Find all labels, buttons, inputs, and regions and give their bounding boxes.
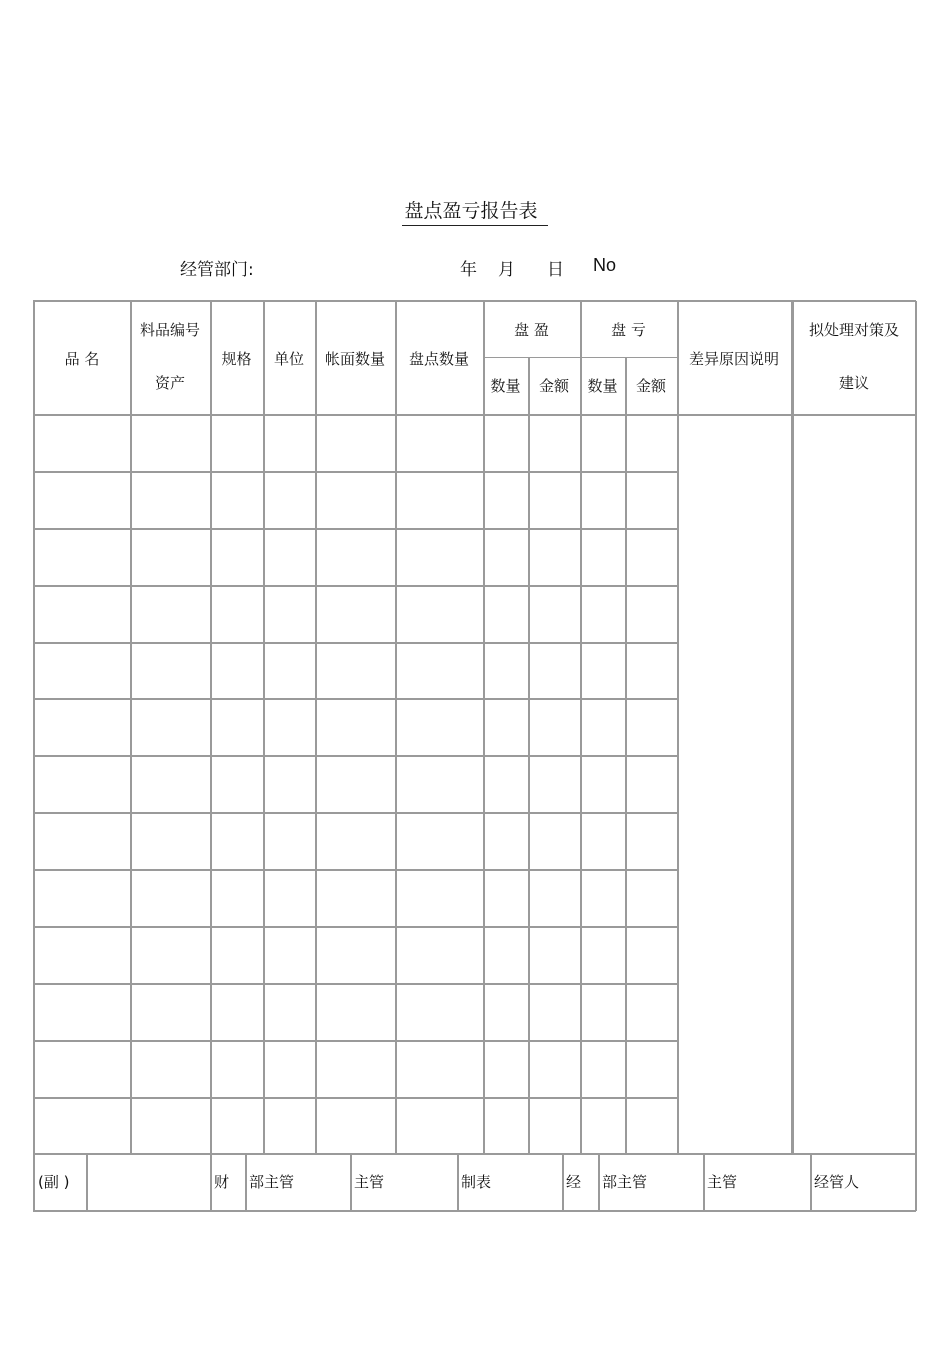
page-title: 盘点盈亏报告表 [0,196,950,226]
header-loss: 盘 亏 [611,321,646,339]
footer-column-line [210,1153,212,1210]
header-divider [33,414,915,416]
header-gain: 盘 盈 [514,321,549,339]
table-column-line [395,301,397,1153]
no-label: No [593,255,617,275]
footer-handler: 经管人 [814,1173,860,1191]
header-gain-qty: 数量 [490,376,521,395]
dept-label: 经管部门: [180,260,254,280]
footer-divider [33,1153,915,1155]
table-border-bottom [33,1210,916,1212]
header-item-code [130,303,210,414]
table-border-right [915,301,917,1211]
reason-column-line [791,301,794,1153]
header-loss-amount: 金额 [635,376,666,395]
table-column-line [263,301,265,1153]
header-spec: 规格 [221,349,252,368]
footer-head-1: 主管 [354,1173,385,1191]
header-item-code-line2: 资产 [154,374,185,392]
footer-finance: 财 [214,1173,230,1191]
header-measures-line1: 拟处理对策及 [808,321,899,339]
footer-column-line [457,1153,459,1210]
header-unit: 单位 [273,349,304,368]
table-column-line [528,357,530,1153]
footer-head-2: 主管 [707,1173,738,1191]
header-measures-line2: 建议 [838,374,869,392]
header-book-qty: 帐面数量 [324,349,385,368]
table-column-line [210,301,212,1153]
table-column-line [130,301,132,1153]
table-column-line [483,301,485,1153]
footer-column-line [810,1153,812,1210]
footer-column-line [245,1153,247,1210]
footer-preparer: 制表 [461,1173,492,1191]
footer-dept-head-1: 部主管 [249,1173,295,1191]
footer-column-line [86,1153,88,1210]
footer-column-line [350,1153,352,1210]
header-loss-qty: 数量 [587,376,618,395]
table-column-line [580,301,582,1153]
footer-column-line [562,1153,564,1210]
header-reason: 差异原因说明 [688,349,779,368]
footer-manager: 经 [566,1173,582,1191]
footer-dept-head-2: 部主管 [602,1173,648,1191]
day-label: 日 [547,260,564,280]
header-item-code-line1: 料品编号 [139,321,200,339]
year-label: 年 [460,260,477,280]
table-column-line [625,357,627,1153]
footer-column-line [598,1153,600,1210]
header-item-name: 品 名 [64,349,100,368]
footer-column-line [703,1153,705,1210]
table-column-line [315,301,317,1153]
header-gain-amount: 金额 [538,376,569,395]
month-label: 月 [498,260,515,280]
footer-deputy: (副 ) [38,1173,70,1191]
table-column-line [677,301,679,1153]
header-measures [793,303,915,414]
table-border-top [33,300,916,302]
header-count-qty: 盘点数量 [408,349,469,368]
